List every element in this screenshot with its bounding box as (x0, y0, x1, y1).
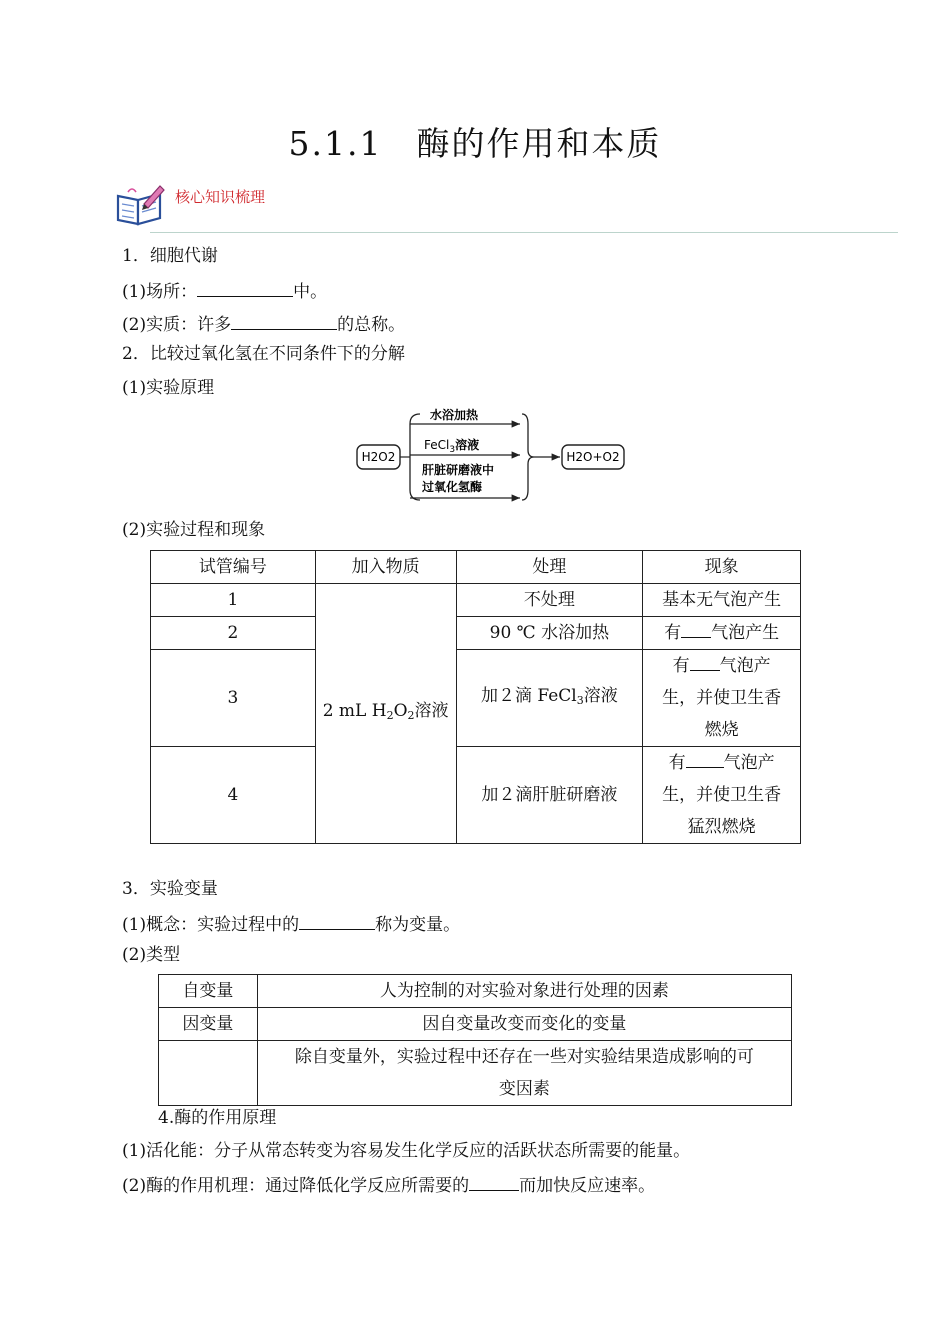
fill-blank[interactable] (686, 749, 724, 768)
fill-blank[interactable] (690, 652, 720, 671)
experiment-table (150, 550, 801, 844)
s1-nature: (2)实质：许多 的总称。 (122, 311, 405, 336)
s2-heading: 2．比较过氧化氢在不同条件下的分解 (122, 344, 405, 364)
s2-principle: (1)实验原理 (122, 378, 215, 398)
s3-heading: 3．实验变量 (122, 879, 218, 899)
section-divider (150, 232, 898, 233)
title-text: 酶的作用和本质 (416, 124, 662, 163)
condition-water-bath: 水浴加热 (430, 408, 479, 422)
fill-blank[interactable] (469, 1172, 519, 1191)
page-title (0, 118, 950, 165)
reactant-label: H2O2 (361, 450, 396, 464)
table-row: 因变量 因自变量改变而变化的变量 (159, 1008, 792, 1041)
table-row: 3 加２滴 FeCl$_3$溶液 有 气泡产 生，并使卫生香 燃烧 (151, 650, 801, 747)
fill-blank[interactable] (231, 311, 337, 330)
table-row: 2 90 ℃ 水浴加热 有 气泡产生 (151, 617, 801, 650)
fill-blank[interactable] (681, 619, 711, 638)
header-substance: 加入物质 (315, 551, 456, 584)
header-tube: 试管编号 (151, 551, 316, 584)
table-row: 1 2 mL $H_2O_2$溶液 不处理 基本无气泡产生 (151, 584, 801, 617)
notebook-pen-icon (114, 182, 166, 228)
s3-types-label: (2)类型 (122, 945, 181, 965)
condition-enzyme-line1: 肝脏研磨液中 (422, 463, 495, 477)
reaction-diagram (350, 400, 635, 510)
fill-blank[interactable] (299, 911, 375, 930)
product-label: H2O+O2 (566, 450, 620, 464)
s1-heading: 1．细胞代谢 (122, 246, 218, 266)
table-row: 自变量 人为控制的对实验对象进行处理的因素 (159, 975, 792, 1008)
s4-activation: (1)活化能：分子从常态转变为容易发生化学反应的活跃状态所需要的能量。 (122, 1141, 691, 1161)
s4-heading: 4.酶的作用原理 (158, 1108, 277, 1128)
condition-fecl3: FeCl$_3$溶液 (424, 438, 480, 455)
s2-process: (2)实验过程和现象 (122, 520, 266, 540)
variable-table (158, 974, 792, 1106)
title-number: 5.1.1 (288, 124, 383, 163)
substance-cell: 2 mL $H_2O_2$溶液 (315, 584, 456, 844)
header-result: 现象 (643, 551, 801, 584)
fill-blank[interactable] (197, 278, 293, 297)
section-header-label: 核心知识梳理 (175, 188, 266, 206)
table-row: 除自变量外，实验过程中还存在一些对实验结果造成影响的可 变因素 (159, 1041, 792, 1106)
header-treatment: 处理 (456, 551, 643, 584)
s3-concept: (1)概念：实验过程中的 称为变量。 (122, 911, 460, 936)
condition-enzyme-line2: 过氧化氢酶 (422, 480, 483, 494)
table-row: 4 加２滴肝脏研磨液 有 气泡产 生，并使卫生香 猛烈燃烧 (151, 747, 801, 844)
s4-mechanism: (2)酶的作用机理：通过降低化学反应所需要的 而加快反应速率。 (122, 1172, 655, 1197)
s1-place: (1)场所： 中。 (122, 278, 327, 303)
